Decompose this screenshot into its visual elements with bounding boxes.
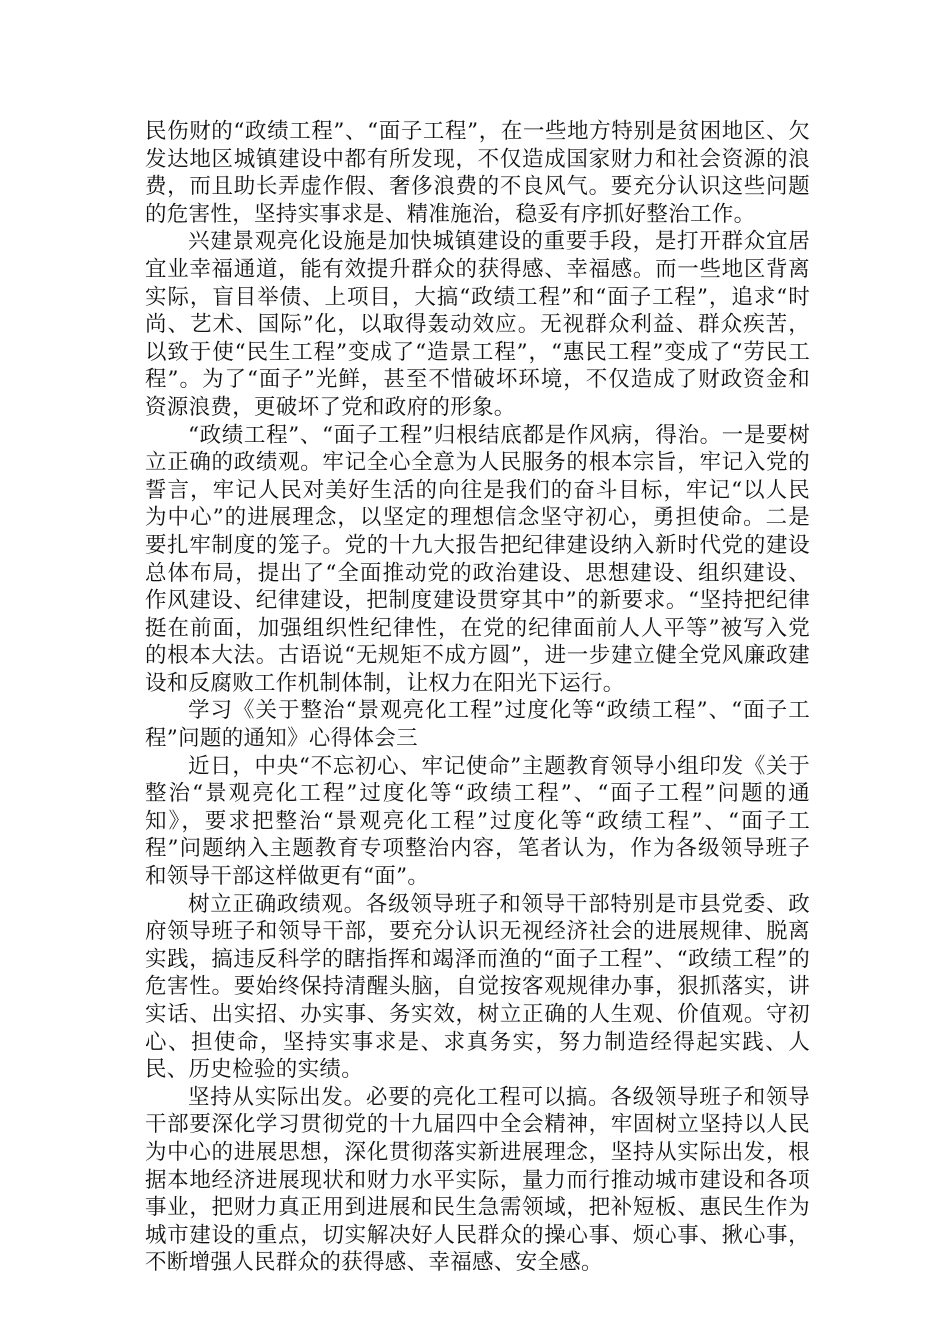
paragraph-from-reality: 坚持从实际出发。必要的亮化工程可以搞。各级领导班子和领导干部要深化学习贯彻党的十九届四中全会精神，牢固树立坚持以人民为中心的进展思想，深化贯彻落实新进展理念，坚持从实际出发，根据本地经济进展现状和财力水平实际，量力而行推动城市建设和各项事业，把财力真正用到进展和民生急需领域，把补短板、惠民生作为城市建设的重点，切实解决好人民群众的操心事、烦心事、揪心事，不断增强人民群众的获得感、幸福感、安全感。 (145, 1084, 810, 1276)
paragraph-correct-view: 树立正确政绩观。各级领导班子和领导干部特别是市县党委、政府领导班子和领导干部，要充分认识无视经济社会的进展规律、脱离实践，搞违反科学的瞎指挥和竭泽而渔的“面子工程”、“政绩工程”的危害性。要始终保持清醒头脑，自觉按客观规律办事，狠抓落实，讲实话、出实招、办实事、务实效，树立正确的人生观、价值观。守初心、担使命，坚持实事求是、求真务实，努力制造经得起实践、人民、历史检验的实绩。 (145, 891, 810, 1083)
paragraph-landscape-lighting: 兴建景观亮化设施是加快城镇建设的重要手段，是打开群众宜居宜业幸福通道，能有效提升群众的获得感、幸福感。而一些地区背离实际，盲目举债、上项目，大搞“政绩工程”和“面子工程”，追求“时尚、艺术、国际”化，以取得轰动效应。无视群众利益、群众疾苦，以致于使“民生工程”变成了“造景工程”，“惠民工程”变成了“劳民工程”。为了“面子”光鲜，甚至不惜破坏环境，不仅造成了财政资金和资源浪费，更破坏了党和政府的形象。 (145, 229, 810, 420)
paragraph-notice-intro: 近日，中央“不忘初心、牢记使命”主题教育领导小组印发《关于整治“景观亮化工程”过度化等“政绩工程”、“面子工程”问题的通知》，要求把整治“景观亮化工程”过度化等“政绩工程”、“面子工程”问题纳入主题教育专项整治内容，笔者认为，作为各级领导班子和领导干部这样做更有“面”。 (145, 753, 810, 890)
document-body (145, 118, 810, 1277)
paragraph-work-style: “政绩工程”、“面子工程”归根结底都是作风病，得治。一是要树立正确的政绩观。牢记全心全意为人民服务的根本宗旨，牢记入党的誓言，牢记人民对美好生活的向往是我们的奋斗目标，牢记“以人民为中心”的进展理念，以坚定的理想信念坚守初心，勇担使命。二是要扎牢制度的笼子。党的十九大报告把纪律建设纳入新时代党的建设总体布局，提出了“全面推动党的政治建设、思想建设、组织建设、作风建设、纪律建设，把制度建设贯穿其中”的新要求。“坚持把纪律挺在前面，加强组织性纪律性，在党的纪律面前人人平等”被写入党的根本大法。古语说“无规矩不成方圆”，进一步建立健全党风廉政建设和反腐败工作机制体制，让权力在阳光下运行。 (145, 422, 810, 696)
section-title: 学习《关于整治“景观亮化工程”过度化等“政绩工程”、“面子工程”问题的通知》心得体会三 (145, 698, 810, 752)
paragraph-continuation: 民伤财的“政绩工程”、“面子工程”，在一些地方特别是贫困地区、欠发达地区城镇建设中都有所发现，不仅造成国家财力和社会资源的浪费，而且助长弄虚作假、奢侈浪费的不良风气。要充分认识这些问题的危害性，坚持实事求是、精准施治，稳妥有序抓好整治工作。 (145, 119, 810, 227)
